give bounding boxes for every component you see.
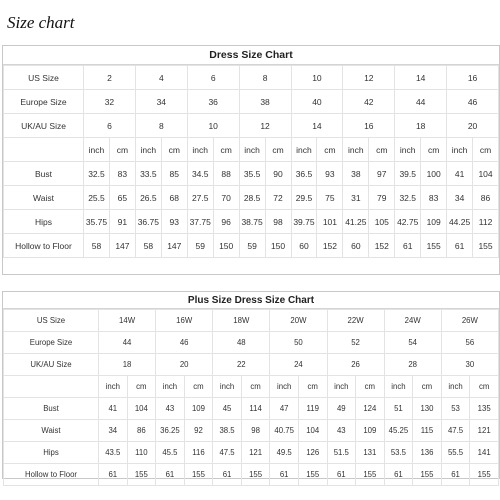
measurement-cell: 96 bbox=[213, 210, 239, 234]
measurement-cell: 119 bbox=[298, 398, 327, 420]
measurement-cell: 40.75 bbox=[270, 420, 299, 442]
measurement-cell: 155 bbox=[356, 464, 385, 486]
measurement-cell: 98 bbox=[265, 210, 291, 234]
size-cell: 42 bbox=[343, 90, 395, 114]
measurement-cell: 121 bbox=[241, 442, 270, 464]
size-cell: 20 bbox=[447, 114, 499, 138]
size-row bbox=[4, 90, 499, 114]
size-cell: 2 bbox=[84, 66, 136, 90]
measurement-cell: 104 bbox=[298, 420, 327, 442]
measurement-cell: 61 bbox=[270, 464, 299, 486]
measurement-cell: 34 bbox=[99, 420, 128, 442]
measurement-cell: 59 bbox=[187, 234, 213, 258]
measurement-cell: 60 bbox=[343, 234, 369, 258]
unit-row-blank bbox=[4, 376, 99, 398]
unit-label: inch bbox=[156, 376, 185, 398]
size-cell: 40 bbox=[291, 90, 343, 114]
measurement-cell: 91 bbox=[109, 210, 135, 234]
measurement-cell: 43 bbox=[156, 398, 185, 420]
unit-label: cm bbox=[470, 376, 499, 398]
size-cell: 14 bbox=[395, 66, 447, 90]
measurement-cell: 112 bbox=[473, 210, 499, 234]
measurement-cell: 155 bbox=[473, 234, 499, 258]
measurement-cell: 58 bbox=[135, 234, 161, 258]
measurement-cell: 90 bbox=[265, 162, 291, 186]
measurement-cell: 45.5 bbox=[156, 442, 185, 464]
unit-row bbox=[4, 376, 499, 398]
measurement-cell: 34.5 bbox=[187, 162, 213, 186]
measurement-cell: 86 bbox=[473, 186, 499, 210]
measurement-cell: 51 bbox=[384, 398, 413, 420]
row-label: Bust bbox=[4, 398, 99, 420]
size-cell: 44 bbox=[395, 90, 447, 114]
measurement-cell: 38.75 bbox=[239, 210, 265, 234]
measurement-row bbox=[4, 186, 499, 210]
size-cell: 8 bbox=[135, 114, 187, 138]
size-cell: 14 bbox=[291, 114, 343, 138]
measurement-cell: 147 bbox=[109, 234, 135, 258]
row-label: Waist bbox=[4, 420, 99, 442]
unit-label: inch bbox=[441, 376, 470, 398]
measurement-cell: 88 bbox=[213, 162, 239, 186]
unit-label: inch bbox=[187, 138, 213, 162]
unit-label: inch bbox=[213, 376, 242, 398]
measurement-cell: 147 bbox=[161, 234, 187, 258]
measurement-cell: 61 bbox=[156, 464, 185, 486]
row-label: Bust bbox=[4, 162, 84, 186]
measurement-cell: 85 bbox=[161, 162, 187, 186]
measurement-cell: 25.5 bbox=[84, 186, 110, 210]
measurement-cell: 35.5 bbox=[239, 162, 265, 186]
measurement-cell: 47.5 bbox=[213, 442, 242, 464]
measurement-cell: 141 bbox=[470, 442, 499, 464]
measurement-cell: 36.75 bbox=[135, 210, 161, 234]
row-label: UK/AU Size bbox=[4, 354, 99, 376]
unit-label: cm bbox=[369, 138, 395, 162]
measurement-cell: 72 bbox=[265, 186, 291, 210]
measurement-cell: 152 bbox=[369, 234, 395, 258]
measurement-cell: 100 bbox=[421, 162, 447, 186]
unit-label: cm bbox=[161, 138, 187, 162]
unit-label: cm bbox=[356, 376, 385, 398]
measurement-cell: 93 bbox=[161, 210, 187, 234]
measurement-cell: 26.5 bbox=[135, 186, 161, 210]
measurement-cell: 155 bbox=[184, 464, 213, 486]
unit-row-blank bbox=[4, 138, 84, 162]
row-label: Hips bbox=[4, 442, 99, 464]
row-label: UK/AU Size bbox=[4, 114, 84, 138]
measurement-cell: 47 bbox=[270, 398, 299, 420]
row-label: Hollow to Floor bbox=[4, 234, 84, 258]
measurement-cell: 61 bbox=[213, 464, 242, 486]
measurement-cell: 27.5 bbox=[187, 186, 213, 210]
measurement-cell: 28.5 bbox=[239, 186, 265, 210]
measurement-cell: 135 bbox=[470, 398, 499, 420]
measurement-cell: 36.25 bbox=[156, 420, 185, 442]
row-label: Hips bbox=[4, 210, 84, 234]
size-cell: 56 bbox=[441, 332, 498, 354]
unit-label: inch bbox=[384, 376, 413, 398]
size-cell: 48 bbox=[213, 332, 270, 354]
measurement-cell: 155 bbox=[127, 464, 156, 486]
measurement-cell: 83 bbox=[421, 186, 447, 210]
size-cell: 10 bbox=[291, 66, 343, 90]
measurement-row bbox=[4, 442, 499, 464]
measurement-cell: 53 bbox=[441, 398, 470, 420]
measurement-cell: 61 bbox=[447, 234, 473, 258]
size-row bbox=[4, 332, 499, 354]
measurement-cell: 124 bbox=[356, 398, 385, 420]
measurement-cell: 104 bbox=[127, 398, 156, 420]
size-cell: 46 bbox=[156, 332, 213, 354]
size-cell: 10 bbox=[187, 114, 239, 138]
measurement-cell: 41 bbox=[99, 398, 128, 420]
measurement-cell: 36.5 bbox=[291, 162, 317, 186]
measurement-cell: 47.5 bbox=[441, 420, 470, 442]
size-cell: 28 bbox=[384, 354, 441, 376]
measurement-cell: 136 bbox=[413, 442, 442, 464]
unit-label: cm bbox=[421, 138, 447, 162]
row-label: Europe Size bbox=[4, 332, 99, 354]
measurement-cell: 34 bbox=[447, 186, 473, 210]
row-label: US Size bbox=[4, 310, 99, 332]
size-cell: 26W bbox=[441, 310, 498, 332]
unit-label: cm bbox=[184, 376, 213, 398]
measurement-cell: 131 bbox=[356, 442, 385, 464]
measurement-cell: 105 bbox=[369, 210, 395, 234]
measurement-cell: 109 bbox=[356, 420, 385, 442]
measurement-cell: 93 bbox=[317, 162, 343, 186]
measurement-cell: 33.5 bbox=[135, 162, 161, 186]
size-cell: 14W bbox=[99, 310, 156, 332]
unit-label: inch bbox=[99, 376, 128, 398]
measurement-cell: 53.5 bbox=[384, 442, 413, 464]
measurement-cell: 65 bbox=[109, 186, 135, 210]
unit-label: cm bbox=[317, 138, 343, 162]
measurement-cell: 32.5 bbox=[395, 186, 421, 210]
measurement-cell: 152 bbox=[317, 234, 343, 258]
measurement-cell: 155 bbox=[421, 234, 447, 258]
measurement-cell: 79 bbox=[369, 186, 395, 210]
measurement-cell: 121 bbox=[470, 420, 499, 442]
unit-label: inch bbox=[84, 138, 110, 162]
measurement-cell: 41 bbox=[447, 162, 473, 186]
size-cell: 38 bbox=[239, 90, 291, 114]
dress-size-table bbox=[3, 65, 499, 258]
measurement-cell: 43 bbox=[327, 420, 356, 442]
measurement-cell: 39.5 bbox=[395, 162, 421, 186]
size-cell: 34 bbox=[135, 90, 187, 114]
measurement-row bbox=[4, 210, 499, 234]
measurement-cell: 55.5 bbox=[441, 442, 470, 464]
measurement-row bbox=[4, 398, 499, 420]
size-cell: 24 bbox=[270, 354, 327, 376]
size-row bbox=[4, 354, 499, 376]
measurement-cell: 58 bbox=[84, 234, 110, 258]
measurement-cell: 61 bbox=[99, 464, 128, 486]
measurement-cell: 42.75 bbox=[395, 210, 421, 234]
size-cell: 50 bbox=[270, 332, 327, 354]
unit-label: cm bbox=[109, 138, 135, 162]
measurement-cell: 150 bbox=[265, 234, 291, 258]
size-cell: 6 bbox=[187, 66, 239, 90]
measurement-cell: 97 bbox=[369, 162, 395, 186]
row-label: Waist bbox=[4, 186, 84, 210]
unit-label: cm bbox=[127, 376, 156, 398]
measurement-cell: 109 bbox=[184, 398, 213, 420]
measurement-cell: 114 bbox=[241, 398, 270, 420]
unit-label: inch bbox=[135, 138, 161, 162]
measurement-cell: 61 bbox=[327, 464, 356, 486]
size-cell: 6 bbox=[84, 114, 136, 138]
row-label: Hollow to Floor bbox=[4, 464, 99, 486]
measurement-cell: 43.5 bbox=[99, 442, 128, 464]
measurement-cell: 150 bbox=[213, 234, 239, 258]
size-cell: 26 bbox=[327, 354, 384, 376]
size-cell: 46 bbox=[447, 90, 499, 114]
unit-label: cm bbox=[473, 138, 499, 162]
unit-row bbox=[4, 138, 499, 162]
unit-label: inch bbox=[447, 138, 473, 162]
plus-chart-title: Plus Size Dress Size Chart bbox=[3, 292, 499, 309]
measurement-cell: 68 bbox=[161, 186, 187, 210]
size-cell: 30 bbox=[441, 354, 498, 376]
unit-label: inch bbox=[270, 376, 299, 398]
size-cell: 20 bbox=[156, 354, 213, 376]
measurement-cell: 49.5 bbox=[270, 442, 299, 464]
size-cell: 18 bbox=[395, 114, 447, 138]
measurement-cell: 155 bbox=[298, 464, 327, 486]
size-cell: 18W bbox=[213, 310, 270, 332]
measurement-cell: 98 bbox=[241, 420, 270, 442]
measurement-cell: 101 bbox=[317, 210, 343, 234]
measurement-cell: 110 bbox=[127, 442, 156, 464]
unit-label: inch bbox=[239, 138, 265, 162]
size-cell: 36 bbox=[187, 90, 239, 114]
size-cell: 18 bbox=[99, 354, 156, 376]
size-cell: 54 bbox=[384, 332, 441, 354]
measurement-cell: 83 bbox=[109, 162, 135, 186]
unit-label: cm bbox=[298, 376, 327, 398]
measurement-cell: 38 bbox=[343, 162, 369, 186]
size-row bbox=[4, 310, 499, 332]
measurement-cell: 29.5 bbox=[291, 186, 317, 210]
measurement-cell: 39.75 bbox=[291, 210, 317, 234]
size-cell: 22 bbox=[213, 354, 270, 376]
size-cell: 32 bbox=[84, 90, 136, 114]
dress-size-chart bbox=[2, 45, 500, 275]
plus-size-table bbox=[3, 309, 499, 486]
measurement-row bbox=[4, 162, 499, 186]
measurement-cell: 35.75 bbox=[84, 210, 110, 234]
measurement-cell: 104 bbox=[473, 162, 499, 186]
size-row bbox=[4, 66, 499, 90]
unit-label: cm bbox=[265, 138, 291, 162]
unit-label: cm bbox=[241, 376, 270, 398]
measurement-cell: 41.25 bbox=[343, 210, 369, 234]
size-cell: 52 bbox=[327, 332, 384, 354]
measurement-cell: 38.5 bbox=[213, 420, 242, 442]
measurement-cell: 70 bbox=[213, 186, 239, 210]
measurement-cell: 155 bbox=[413, 464, 442, 486]
size-cell: 44 bbox=[99, 332, 156, 354]
measurement-cell: 86 bbox=[127, 420, 156, 442]
measurement-cell: 44.25 bbox=[447, 210, 473, 234]
size-cell: 12 bbox=[343, 66, 395, 90]
size-cell: 16 bbox=[447, 66, 499, 90]
measurement-cell: 155 bbox=[241, 464, 270, 486]
plus-size-chart bbox=[2, 291, 500, 479]
unit-label: inch bbox=[343, 138, 369, 162]
measurement-cell: 32.5 bbox=[84, 162, 110, 186]
unit-label: inch bbox=[327, 376, 356, 398]
unit-label: inch bbox=[291, 138, 317, 162]
size-cell: 16W bbox=[156, 310, 213, 332]
measurement-cell: 61 bbox=[441, 464, 470, 486]
measurement-cell: 51.5 bbox=[327, 442, 356, 464]
measurement-cell: 61 bbox=[395, 234, 421, 258]
measurement-cell: 116 bbox=[184, 442, 213, 464]
measurement-cell: 155 bbox=[470, 464, 499, 486]
measurement-cell: 60 bbox=[291, 234, 317, 258]
size-row bbox=[4, 114, 499, 138]
measurement-cell: 115 bbox=[413, 420, 442, 442]
size-cell: 8 bbox=[239, 66, 291, 90]
measurement-cell: 92 bbox=[184, 420, 213, 442]
unit-label: inch bbox=[395, 138, 421, 162]
page-heading: Size chart bbox=[7, 13, 75, 32]
measurement-cell: 37.75 bbox=[187, 210, 213, 234]
size-cell: 4 bbox=[135, 66, 187, 90]
size-cell: 22W bbox=[327, 310, 384, 332]
dress-chart-title: Dress Size Chart bbox=[3, 46, 499, 65]
size-cell: 20W bbox=[270, 310, 327, 332]
measurement-cell: 75 bbox=[317, 186, 343, 210]
measurement-cell: 126 bbox=[298, 442, 327, 464]
measurement-cell: 109 bbox=[421, 210, 447, 234]
measurement-cell: 61 bbox=[384, 464, 413, 486]
measurement-cell: 49 bbox=[327, 398, 356, 420]
size-cell: 24W bbox=[384, 310, 441, 332]
size-cell: 12 bbox=[239, 114, 291, 138]
row-label: US Size bbox=[4, 66, 84, 90]
row-label: Europe Size bbox=[4, 90, 84, 114]
measurement-cell: 45 bbox=[213, 398, 242, 420]
measurement-cell: 59 bbox=[239, 234, 265, 258]
measurement-cell: 31 bbox=[343, 186, 369, 210]
measurement-row bbox=[4, 464, 499, 486]
measurement-cell: 45.25 bbox=[384, 420, 413, 442]
measurement-cell: 130 bbox=[413, 398, 442, 420]
unit-label: cm bbox=[413, 376, 442, 398]
unit-label: cm bbox=[213, 138, 239, 162]
size-cell: 16 bbox=[343, 114, 395, 138]
measurement-row bbox=[4, 234, 499, 258]
measurement-row bbox=[4, 420, 499, 442]
